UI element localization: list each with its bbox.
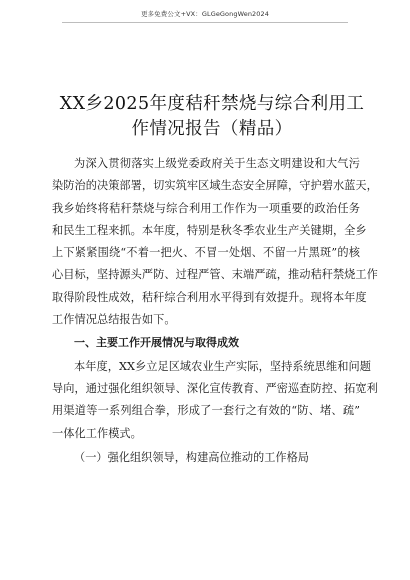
- intro-paragraph: [52, 153, 378, 331]
- paragraph-line: 心目标，坚持源头严防、过程严管、末端严疏，推动秸秆禁烧工作: [52, 268, 378, 282]
- header-note: 更多免费公文+VX：GLGeGongWen2024: [140, 10, 269, 18]
- subsection-heading: （一）强化组织领导，构建高位推动的工作格局: [74, 450, 309, 464]
- title-line: XX乡2025年度秸秆禁烧与综合利用工: [59, 94, 365, 114]
- paragraph-line: 上下紧紧围绕“不着一把火、不冒一处烟、不留一片黑斑”的核: [52, 246, 360, 260]
- section-paragraph: [52, 356, 378, 445]
- paragraph-line: 我乡始终将秸秆禁烧与综合利用工作作为一项重要的政治任务: [52, 201, 360, 215]
- paragraph-line: 一体化工作模式。: [52, 426, 142, 440]
- paragraph-line: 和民生工程来抓。本年度，特别是秋冬季农业生产关键期，全乡: [52, 223, 367, 237]
- paragraph-line: 工作情况总结报告如下。: [52, 313, 176, 327]
- title-line: 作情况报告（精品）: [131, 119, 293, 139]
- header-divider: [62, 22, 348, 23]
- paragraph-line: 为深入贯彻落实上级党委政府关于生态文明建设和大气污: [74, 157, 360, 170]
- document-title: [52, 92, 372, 142]
- paragraph-line: 染防治的决策部署，切实筑牢区域生态安全屏障，守护碧水蓝天，: [52, 179, 378, 193]
- paragraph-line: 本年度，XX乡立足区域农业生产实际，坚持系统思维和问题: [74, 359, 371, 373]
- paragraph-line: 用渠道等一系列组合拳，形成了一套行之有效的“防、堵、疏”: [52, 404, 360, 418]
- section-heading: 一、主要工作开展情况与取得成效: [74, 336, 239, 350]
- paragraph-line: 导向，通过强化组织领导、深化宣传教育、严密巡查防控、拓宽利: [52, 381, 378, 395]
- document-body: [52, 153, 378, 469]
- paragraph-line: 取得阶段性成效，秸秆综合利用水平得到有效提升。现将本年度: [52, 290, 367, 304]
